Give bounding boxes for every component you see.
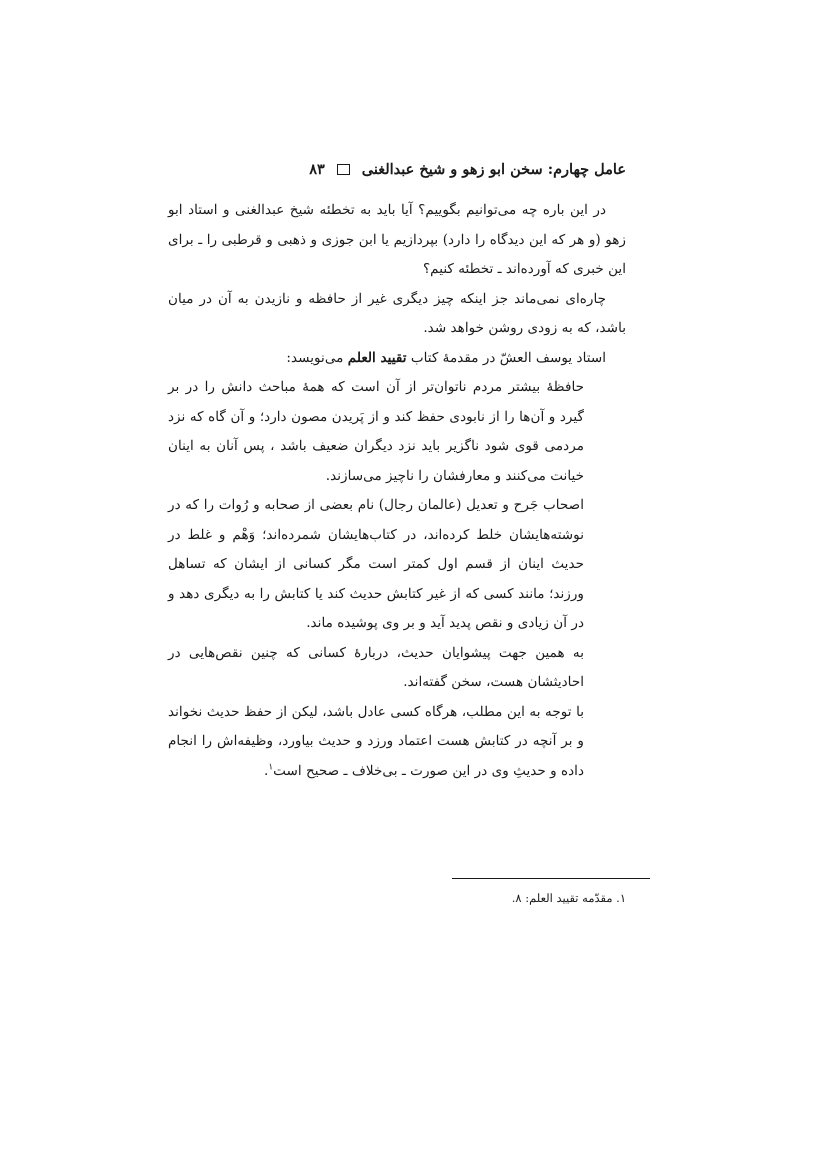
paragraph: چاره‌ای نمی‌ماند جز اینکه چیز دیگری غیر از حافظه و نازیدن به آن در میان باشد، که به زودی روشن خواهد شد.: [168, 290, 626, 336]
quote-text: با توجه به این مطلب، هرگاه کسی عادل باشد، لیکن از حفظ حدیث نخواند و بر آنچه در کتابش هست اعتماد ورزد و حدیث بیاورد، وظیفه‌اش را انجام داده و حدیثِ وی در این صورت ـ بی‌خلاف ـ صحیح است: [168, 703, 584, 779]
quote-paragraph-last: با توجه به این مطلب، هرگاه کسی عادل باشد، لیکن از حفظ حدیث نخواند و بر آنچه در کتابش هست اعتماد ورزد و حدیث بیاورد، وظیفه‌اش را انجام داده و حدیثِ وی در این صورت ـ بی‌خلاف ـ صحیح است$^۱$.: [168, 703, 584, 779]
quote-paragraph: به همین جهت پیشوایان حدیث، دربارهٔ کسانی که چنین نقص‌هایی در احادیثشان هست، سخن گفته‌اند.: [168, 644, 584, 690]
page-number: ۸۳: [309, 160, 325, 178]
footnote-reference: ۱: [268, 761, 274, 772]
footnote-divider: [452, 878, 650, 879]
running-header: [204, 152, 626, 186]
paragraph: در این باره چه می‌توانیم بگوییم؟ آیا باید به تخطئه شیخ عبدالغنی و استاد ابو زهو (و هر که این دیدگاه را دارد) بپردازیم یا ابن جوزی و ذهبی و قرطبی را ـ برای این خبری که آورده‌اند ـ تخطئه کنیم؟: [168, 202, 626, 277]
intro-text: استاد یوسف العشّ در مقدمهٔ کتاب: [406, 349, 606, 366]
intro-text-end: می‌نویسد:: [286, 349, 348, 366]
quote-paragraph: حافظهٔ بیشتر مردم ناتوان‌تر از آن است که همهٔ مباحث دانش را در بر گیرد و آن‌ها را از نابودی حفظ کند و از پَریدن مصون دارد؛ و آن گاه که نزد مردمی قوی شود ناگزیر باید نزد دیگران ضعیف باشد ، پس آنان به اینان خیانت می‌کنند و معارفشان را ناچیز می‌سازند.: [168, 379, 584, 484]
book-title: تقیید العلم: [347, 349, 407, 366]
quote-paragraph: اصحاب جَرح و تعدیل (عالمان رجال) نام بعضی از صحابه و رُوات را که در نوشته‌هایشان خلط کرده‌اند، در کتاب‌هایشان شمرده‌اند؛ وَهْم و غلط در حدیث اینان از قسم اول کمتر است مگر کسانی از ایشان که تساهل ورزند؛ مانند کسی که از غیر کتابش حدیث کند یا کتابش را به دیگری دهد و در آن زیادی و نقص پدید آید و بر وی پوشیده ماند.: [168, 497, 584, 631]
header-title: عامل چهارم: سخن ابو زهو و شیخ عبدالغنی: [361, 160, 626, 178]
paragraph-intro: [168, 344, 626, 374]
footnote: ۱. مقدّمه تقیید العلم: ۸.: [511, 891, 626, 905]
quotation-block: [168, 373, 584, 786]
square-icon: [337, 164, 350, 175]
body-text: [168, 196, 626, 786]
